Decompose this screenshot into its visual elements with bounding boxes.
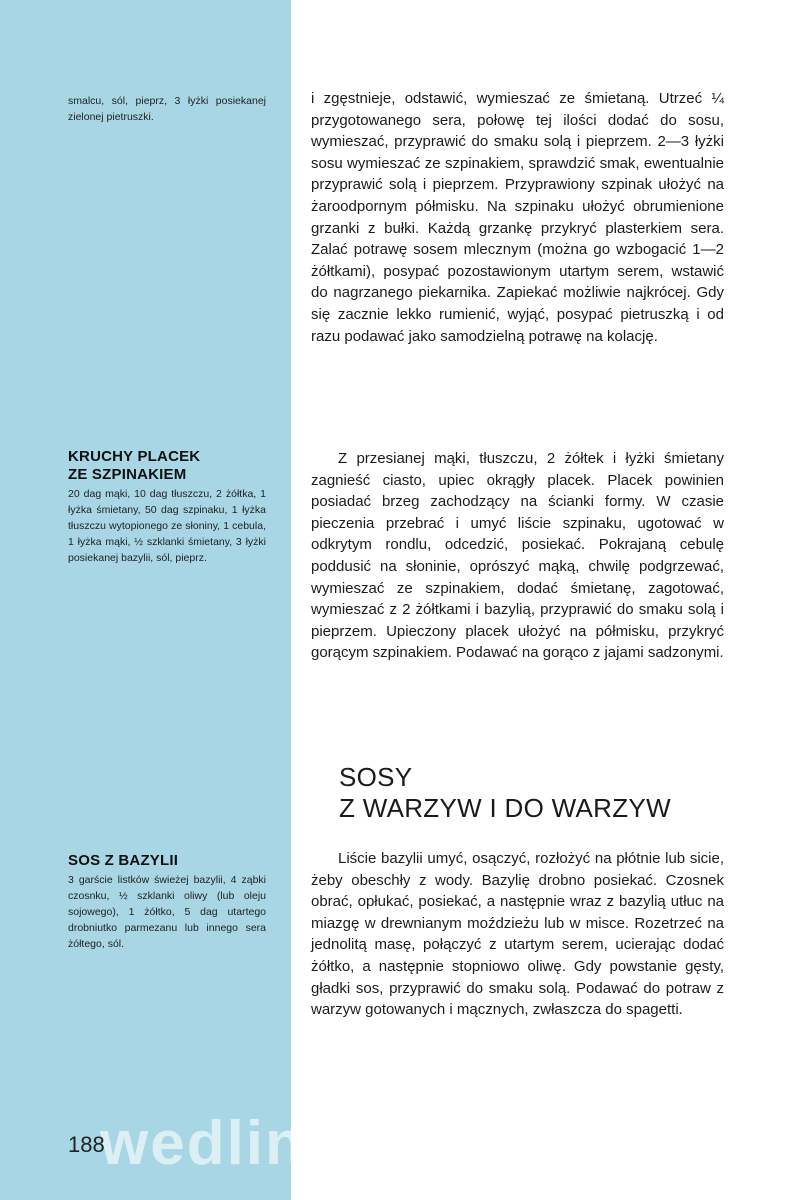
section-title-sosy	[339, 762, 759, 824]
recipe-title-kruchy-placek	[68, 448, 266, 484]
section-title-line2: Z WARZYW I DO WARZYW	[339, 793, 671, 823]
main-paragraph-sos-z-bazylii-block	[311, 848, 724, 1021]
recipe-title-sos-z-bazylii: SOS Z BAZYLII	[68, 852, 179, 869]
sidebar-top-ingredients: smalcu, sól, pieprz, 3 łyżki posiekanej zielonej pietruszki.	[68, 95, 266, 123]
page-number: 188	[68, 1132, 105, 1157]
main-paragraph-continuation-block	[311, 88, 724, 347]
recipe-title-line1: KRUCHY PLACEK	[68, 448, 201, 465]
sidebar-panel	[0, 0, 291, 1200]
watermark: wedlinydomowe.pl	[100, 1109, 684, 1178]
section-title-line1: SOSY	[339, 762, 413, 792]
recipe-ingredients-kruchy-placek: 20 dag mąki, 10 dag tłuszczu, 2 żółtka, 1 łyżka śmietany, 50 dag szpinaku, 1 łyżka tłuszczu wytopionego ze słoniny, 1 cebula, 1 łyżka mąki, ½ szklanki śmietany, 3 łyżki posiekanej bazylii, sól, pieprz.	[68, 488, 266, 564]
main-paragraph-continuation: i zgęstnieje, odstawić, wymieszać ze śmietaną. Utrzeć ¼ przygotowanego sera, połowę tej ilości dodać do sosu, wymieszać, przyprawić do smaku solą i pieprzem. 2—3 łyżki sosu wymieszać ze szpinakiem, sprawdzić smak, ewentualnie przyprawić solą i pieprzem. Przyprawiony szpinak ułożyć na żaroodpornym półmisku. Na szpinaku ułożyć obrumienione grzanki z bułki. Każdą grzankę przykryć plasterkiem sera. Zalać potrawę sosem mlecznym (można go wzbogacić 1—2 żółtkami), posypać pozostawionym utartym serem, wstawić do nagrzanego piekarnika. Zapiekać możliwie najkrócej. Gdy się zacznie lekko rumienić, wyjąć, posypać pietruszką i od razu podawać jako samodzielną potrawę na kolację.	[311, 90, 724, 345]
main-paragraph-kruchy-placek-block	[311, 448, 724, 664]
main-paragraph-kruchy-placek: Z przesianej mąki, tłuszczu, 2 żółtek i łyżki śmietany zagnieść ciasto, upiec okrągły placek. Placek powinien posiadać brzeg zachodzący na ścianki formy. W czasie pieczenia przebrać i umyć liście szpinaku, ugotować w odkrytym rondlu, odcedzić, posiekać. Pokrajaną cebulę poddusić na słoninie, oprószyć mąką, chwilę podgrzewać, wymieszać ze szpinakiem, dodać śmietanę, zagotować, wymieszać z 2 żółtkami i bazylią, przyprawić do smaku solą i pieprzem. Upieczony placek ułożyć na półmisku, przykryć gorącym szpinakiem. Podawać na gorąco z jajami sadzonymi.	[311, 450, 724, 662]
recipe-sos-z-bazylii-sidebar	[68, 852, 266, 952]
recipe-title-line2: ZE SZPINAKIEM	[68, 466, 187, 483]
sidebar-top-ingredients-block	[68, 93, 266, 125]
main-paragraph-sos-z-bazylii: Liście bazylii umyć, osączyć, rozłożyć na płótnie lub sicie, żeby obeschły z wody. Bazylię drobno posiekać. Czosnek obrać, opłukać, posiekać, a następnie wraz z bazylią utłuc na miazgę w drewnianym moździeżu lub w misce. Rozetrzeć na jednolitą masę, połączyć z utartym serem, ucierając dodać żółtko, a następnie stopniowo oliwę. Gdy powstanie gęsty, gładki sos, przyprawić do smaku solą. Podawać do potraw z warzyw gotowanych i mącznych, zwłaszcza do spagetti.	[311, 850, 724, 1019]
recipe-ingredients-sos-z-bazylii: 3 garście listków świeżej bazylii, 4 ząbki czosnku, ½ szklanki oliwy (lub oleju sojowego), 1 żółtko, 5 dag utartego drobniutko parmezanu lub innego sera żółtego, sól.	[68, 874, 266, 950]
recipe-kruchy-placek-sidebar	[68, 448, 266, 566]
